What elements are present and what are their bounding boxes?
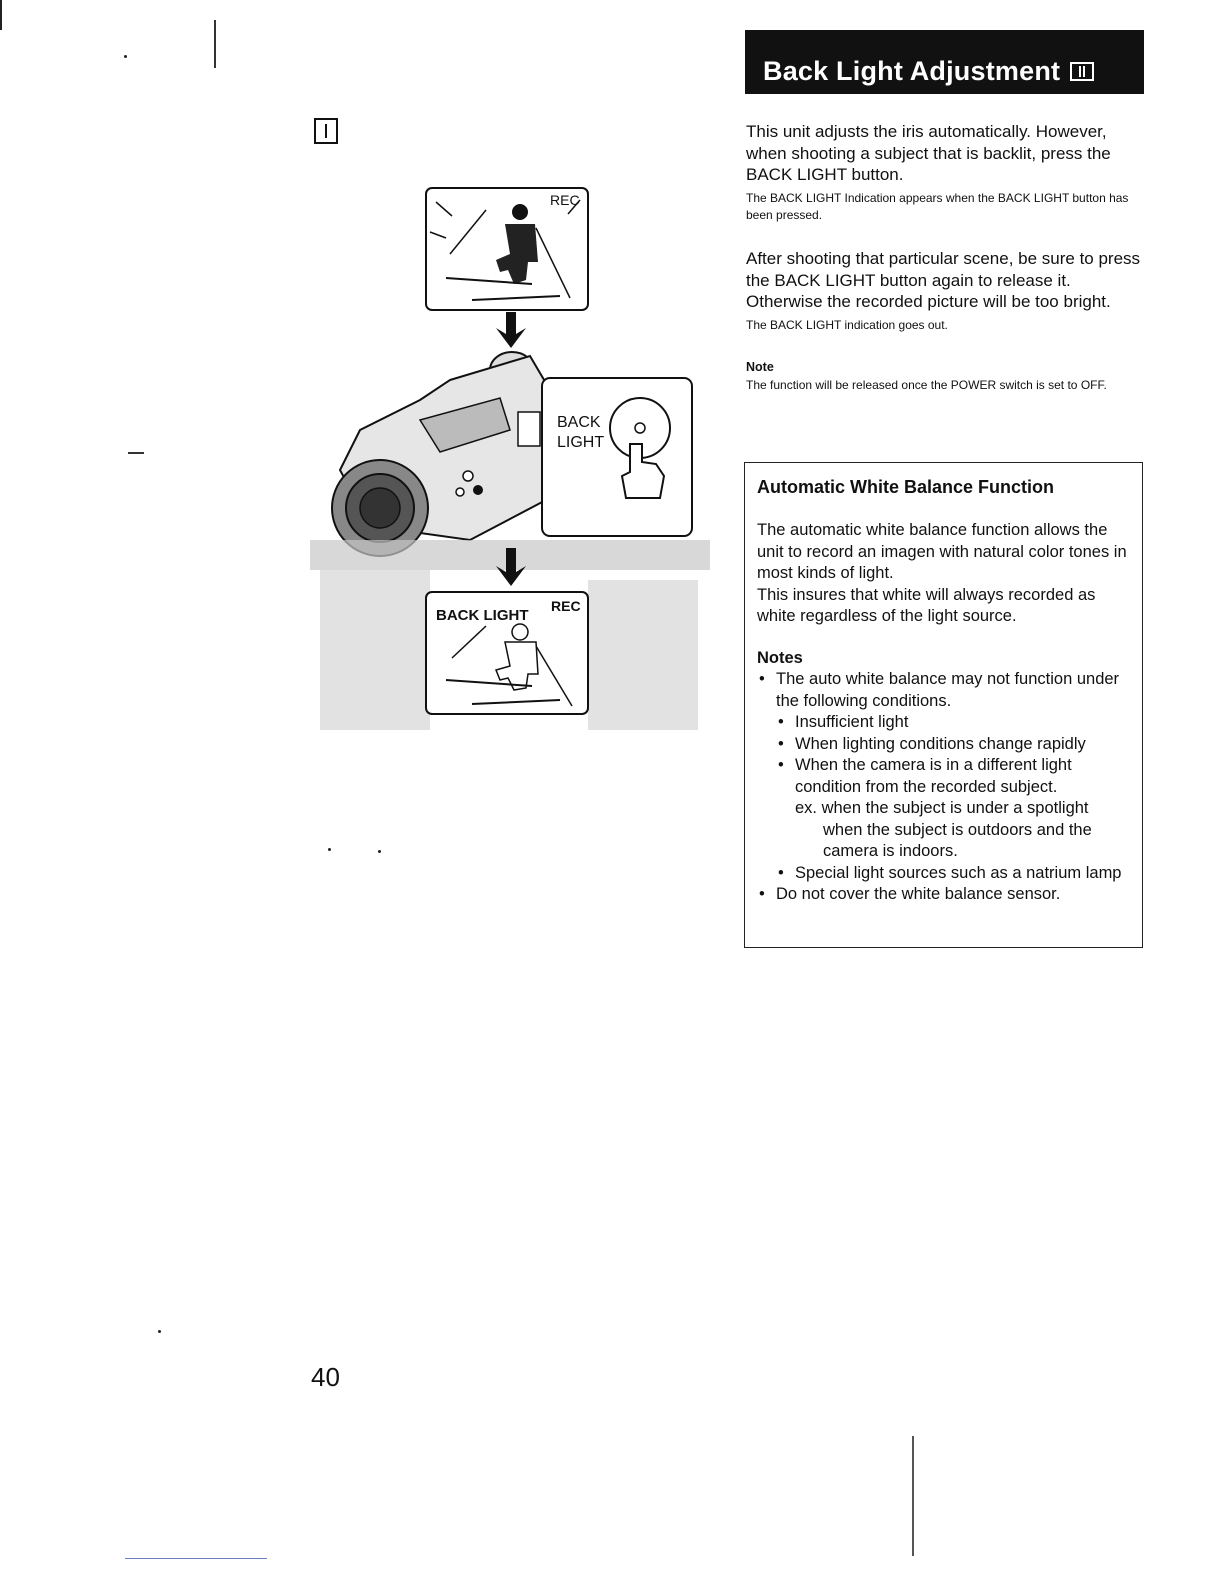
intro-paragraph: This unit adjusts the iris automatically. However, when shooting a subject that is backlit, press the BACK LIGHT button. — [746, 122, 1111, 184]
white-balance-box — [744, 462, 1143, 948]
section-1-icon — [314, 118, 338, 144]
scan-edge-line — [0, 0, 2, 30]
scan-mark — [912, 1436, 914, 1556]
scan-speck — [328, 848, 331, 851]
condition-3-text: When the camera is in a different light condition from the recorded subject. — [795, 756, 1072, 796]
rec-indicator-top: REC — [550, 192, 580, 208]
back-light-indicator: BACK LIGHT — [436, 607, 529, 624]
backlight-illustration — [300, 180, 720, 740]
list-item — [757, 669, 1137, 884]
note-heading: Note — [746, 360, 774, 374]
scan-speck — [378, 850, 381, 853]
note-text: The function will be released once the POWER switch is set to OFF. — [746, 378, 1107, 392]
list-item: • Do not cover the white balance sensor. — [757, 884, 1137, 906]
white-balance-paragraph-1: The automatic white balance function allows the unit to record an imagen with natural color tones in most kinds of light. — [757, 521, 1127, 582]
title-bar — [745, 30, 1144, 94]
note-1-text: The auto white balance may not function under the following conditions. — [776, 670, 1120, 710]
example-line-2: when the subject is outdoors and the camera is indoors. — [823, 820, 1092, 860]
back-label: BACK — [557, 414, 601, 431]
camcorder-diagram — [300, 180, 720, 740]
list-item: • Insufficient light — [776, 712, 1137, 734]
arrow-down-icon — [496, 312, 526, 348]
white-balance-title: Automatic White Balance Function — [757, 477, 1055, 497]
list-item: • When lighting conditions change rapidly — [776, 734, 1137, 756]
notes-heading: Notes — [757, 648, 803, 667]
intro-indication-note: The BACK LIGHT Indication appears when the BACK LIGHT button has been pressed. — [746, 191, 1129, 222]
example-line-1: ex. when the subject is under a spotlight — [795, 799, 1089, 817]
bottom-rule — [125, 1558, 267, 1559]
list-item: • Special light sources such as a natrium lamp — [776, 863, 1137, 885]
scan-speck — [158, 1330, 161, 1333]
page-number: 40 — [311, 1362, 340, 1392]
notes-list — [757, 669, 1137, 906]
white-balance-paragraph-2: This insures that white will always recorded as white regardless of the light source. — [757, 585, 1096, 625]
viewfinder-frame-before — [426, 188, 588, 310]
light-label: LIGHT — [557, 434, 605, 451]
conditions-list — [776, 712, 1137, 884]
tape-cassette-icon — [1070, 62, 1094, 81]
scan-mark — [214, 20, 216, 68]
rec-indicator-bottom: REC — [551, 598, 581, 614]
scan-mark — [128, 452, 144, 454]
release-indication-note: The BACK LIGHT indication goes out. — [746, 318, 948, 332]
release-paragraph: After shooting that particular scene, be sure to press the BACK LIGHT button again to release it. Otherwise the recorded picture will be too bright. — [746, 249, 1141, 311]
list-item — [776, 755, 1137, 863]
scan-speck — [124, 55, 127, 58]
viewfinder-frame-after — [426, 592, 588, 714]
page-title: Back Light Adjustment — [763, 56, 1061, 86]
back-light-button-callout — [542, 378, 692, 536]
